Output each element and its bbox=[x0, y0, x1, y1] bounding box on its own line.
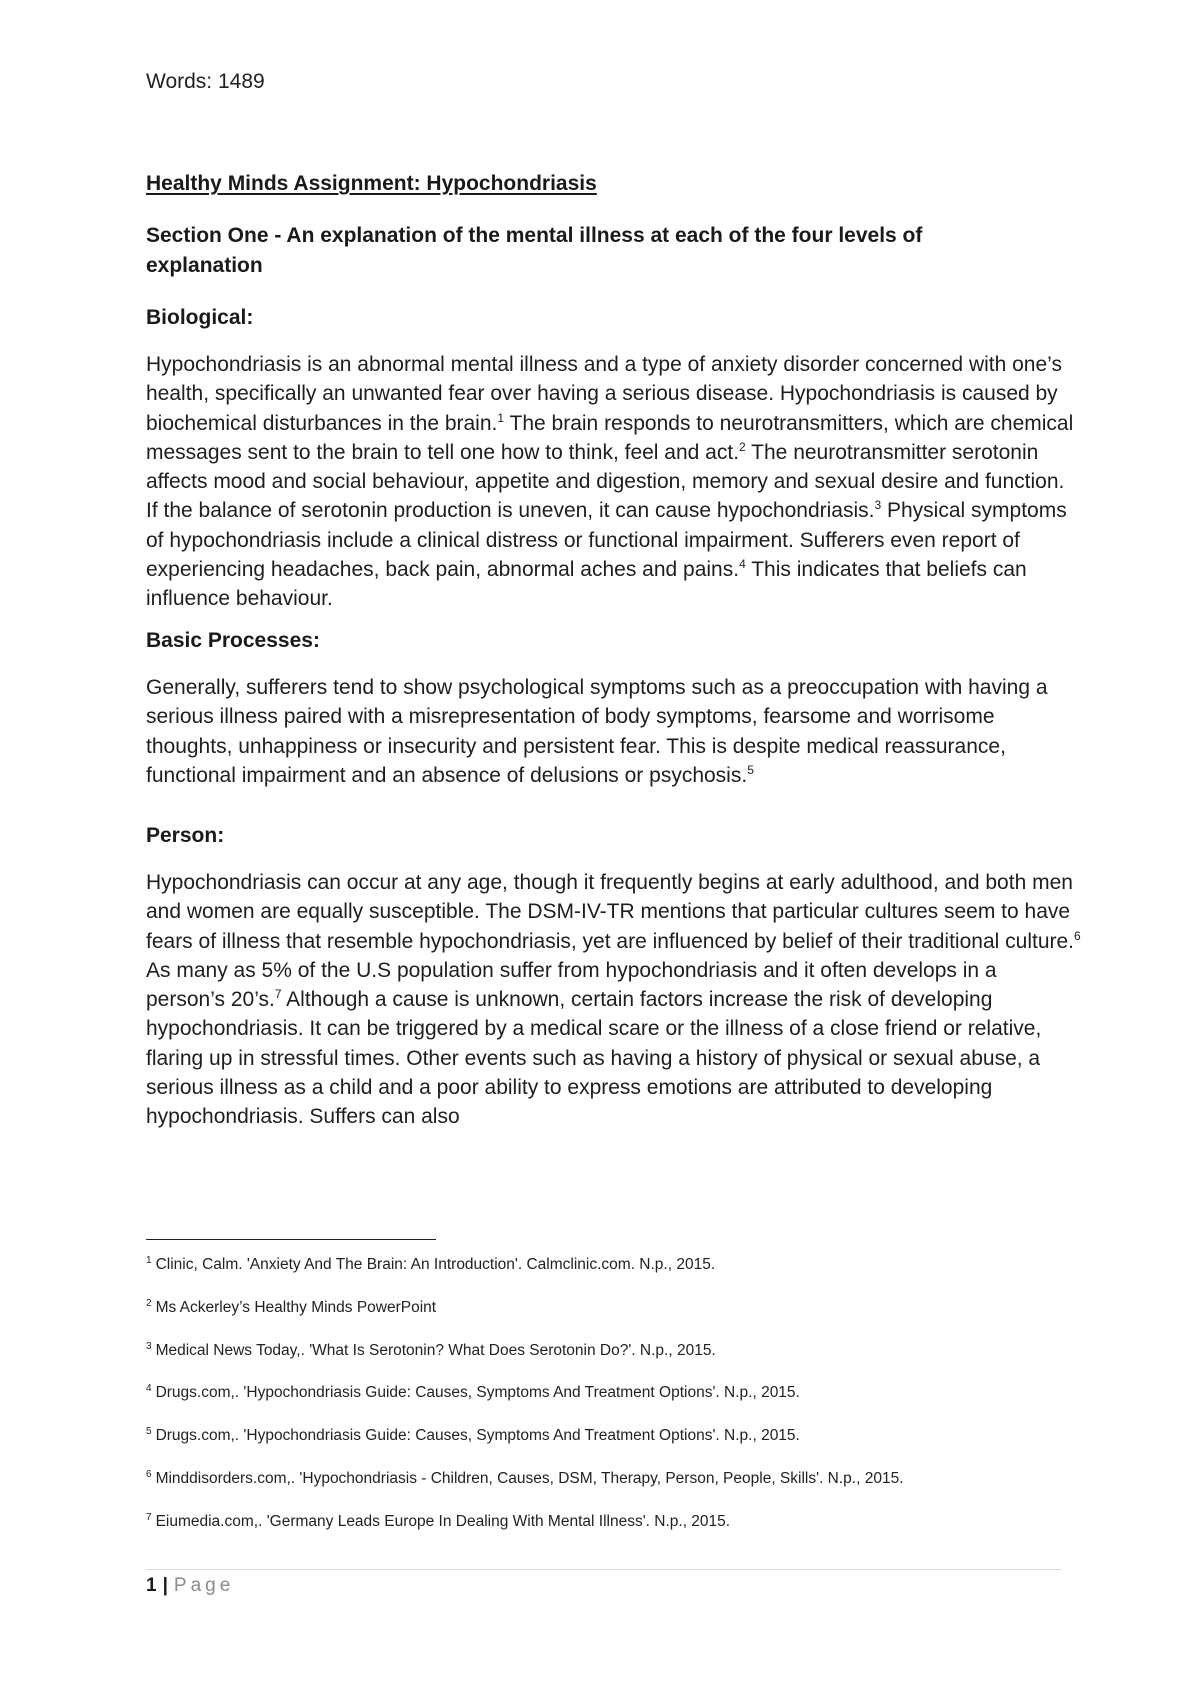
paragraph-text: Physical symptoms of hypochondriasis include a clinical distress or functional impairment. Sufferers even report of experiencing headaches, back pain, abnormal aches and pains. bbox=[146, 499, 1067, 582]
footer-separator: | bbox=[162, 1575, 168, 1596]
footnote-marker: 4 bbox=[739, 557, 746, 572]
paragraph-text: The brain responds to neurotransmitters, which are chemical messages sent to the brain to tell one how to think, feel and act. bbox=[146, 411, 1074, 464]
footnote: $^4$ Drugs.com,. 'Hypochondriasis Guide: Causes, Symptoms And Treatment Options'. N.p., 2015. bbox=[146, 1383, 800, 1402]
footnote-divider bbox=[146, 1239, 436, 1240]
footnote: $^3$ Medical News Today,. 'What Is Serotonin? What Does Serotonin Do?'. N.p., 2015. bbox=[146, 1340, 716, 1359]
paragraph-text: Generally, sufferers tend to show psychological symptoms such as a preoccupation with having a serious illness paired with a misrepresentation of body symptoms, fearsome and worrisome thoughts, unhappiness or insecurity and persistent fear. This is despite medical reassurance, functional impairment and an absence of delusions or psychosis. bbox=[146, 676, 1048, 787]
paragraph-person bbox=[146, 868, 1081, 1132]
subheading-biological: Biological: bbox=[146, 306, 254, 329]
footnote-marker: 7 bbox=[274, 987, 282, 1002]
page-label: Page bbox=[173, 1575, 235, 1596]
paragraph-text: The neurotransmitter serotonin affects mood and social behaviour, appetite and digestion, memory and sexual desire and function. If the balance of serotonin production is uneven, it can cause hypochondriasis. bbox=[146, 440, 1065, 523]
footnote-marker: 6 bbox=[1074, 928, 1081, 943]
paragraph-text: Although a cause is unknown, certain factors increase the risk of developing hypochondriasis. It can be triggered by a medical scare or the illness of a close friend or relative, flaring up in stressful times. Other events such as having a history of physical or sexual abuse, a serious illness as a child and a poor ability to express emotions are attributed to developing hypochondriasis. Suffers can also bbox=[146, 988, 1042, 1129]
paragraph-text: Hypochondriasis can occur at any age, though it frequently begins at early adulthood, and both men and women are equally susceptible. The DSM-IV-TR mentions that particular cultures seem to have fears of illness that resemble hypochondriasis, yet are influenced by belief of their traditional culture. bbox=[146, 871, 1074, 953]
subheading-basic-processes: Basic Processes: bbox=[146, 629, 320, 652]
paragraph-text: As many as 5% of the U.S population suffer from hypochondriasis and it often develops in a person’s 20’s. bbox=[146, 958, 997, 1012]
paragraph-text: Hypochondriasis is an abnormal mental illness and a type of anxiety disorder concerned with one’s health, specifically an unwanted fear over having a serious disease. Hypochondriasis is caused by biochemical disturbances in the brain. bbox=[146, 353, 1062, 435]
document-title: Healthy Minds Assignment: Hypochondriasis bbox=[146, 172, 597, 195]
footnote-marker: 2 bbox=[739, 439, 746, 454]
footnote: $^5$ Drugs.com,. 'Hypochondriasis Guide: Causes, Symptoms And Treatment Options'. N.p., 2015. bbox=[146, 1426, 800, 1445]
paragraph-biological bbox=[146, 350, 1081, 614]
footnotes bbox=[146, 1251, 1076, 1551]
footnote: $^7$ Eiumedia.com,. 'Germany Leads Europe In Dealing With Mental Illness'. N.p., 2015. bbox=[146, 1511, 731, 1530]
footnote-marker: 1 bbox=[497, 410, 505, 425]
word-count: Words: 1489 bbox=[146, 70, 265, 93]
footnote: $^6$ Minddisorders.com,. 'Hypochondriasis - Children, Causes, DSM, Therapy, Person, People, Skills'. N.p., 2015. bbox=[146, 1468, 904, 1488]
footnote-marker: 5 bbox=[747, 762, 754, 777]
page-footer bbox=[146, 1575, 234, 1597]
subheading-person: Person: bbox=[146, 824, 225, 847]
footnote-marker: 3 bbox=[874, 498, 882, 513]
footnote: $^1$ Clinic, Calm. 'Anxiety And The Brain: An Introduction'. Calmclinic.com. N.p., 2015. bbox=[146, 1255, 716, 1274]
footer-divider bbox=[146, 1569, 1061, 1570]
page-number: 1 bbox=[146, 1575, 157, 1596]
paragraph-basic-processes bbox=[146, 673, 1081, 790]
paragraph-text: This indicates that beliefs can influence behaviour. bbox=[146, 558, 1027, 611]
section-heading: Section One - An explanation of the mental illness at each of the four levels of explanation bbox=[146, 224, 923, 277]
footnote: $^2$ Ms Ackerley’s Healthy Minds PowerPoint bbox=[146, 1297, 437, 1316]
